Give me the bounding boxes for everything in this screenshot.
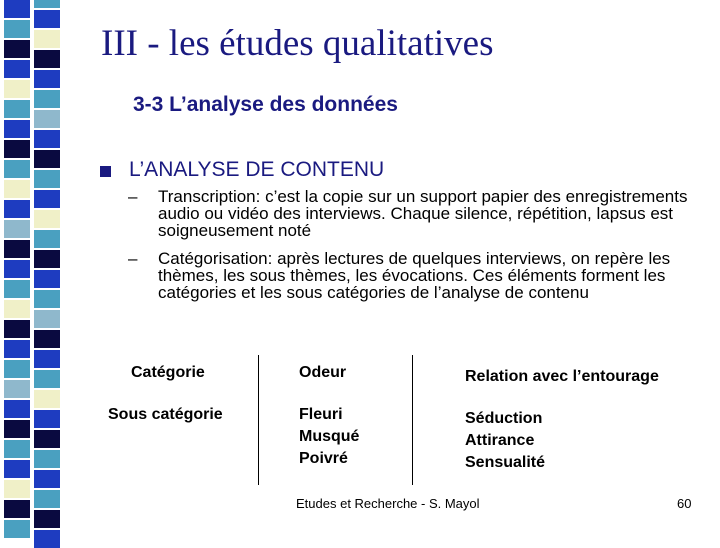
mosaic-tile: [4, 160, 30, 178]
mosaic-tile: [34, 50, 60, 68]
mosaic-tile: [4, 260, 30, 278]
dash-bullet: –: [128, 187, 138, 206]
mosaic-tile: [4, 40, 30, 58]
table-cell-row2-col2-line1: Fleuri: [299, 406, 343, 423]
mosaic-tile: [34, 410, 60, 428]
mosaic-tile: [4, 420, 30, 438]
mosaic-tile: [34, 370, 60, 388]
mosaic-tile: [4, 80, 30, 98]
mosaic-tile: [34, 0, 60, 8]
table-cell-row2-col3-line3: Sensualité: [465, 454, 546, 471]
mosaic-tile: [4, 320, 30, 338]
table-column-divider: [412, 355, 413, 485]
mosaic-tile: [4, 20, 30, 38]
mosaic-tile: [4, 340, 30, 358]
mosaic-tile: [34, 330, 60, 348]
mosaic-tile: [4, 460, 30, 478]
mosaic-tile: [34, 450, 60, 468]
mosaic-tile: [4, 400, 30, 418]
mosaic-tile: [34, 250, 60, 268]
dash-bullet: –: [128, 249, 138, 268]
mosaic-tile: [4, 480, 30, 498]
mosaic-tile: [34, 470, 60, 488]
mosaic-tile: [34, 190, 60, 208]
mosaic-tile: [4, 380, 30, 398]
table-cell-row2-label: Sous catégorie: [108, 406, 223, 423]
list-item-text: Catégorisation: après lectures de quelques interviews, on repère les thèmes, les sous thèmes, les évocations. Ces éléments forment les catégories et les sous catégories de l’analyse de contenu: [158, 249, 671, 302]
decorative-mosaic-stripe: [0, 0, 64, 540]
mosaic-tile: [4, 440, 30, 458]
table-cell-row2-col3-line2: Attirance: [465, 432, 535, 449]
slide-footer: Etudes et Recherche - S. Mayol: [296, 496, 480, 511]
table-cell-row2-col3-line1: Séduction: [465, 410, 543, 427]
mosaic-tile: [4, 60, 30, 78]
mosaic-tile: [34, 10, 60, 28]
mosaic-tile: [34, 110, 60, 128]
mosaic-tile: [34, 430, 60, 448]
section-heading: L’ANALYSE DE CONTENU: [129, 158, 385, 181]
mosaic-tile: [4, 240, 30, 258]
mosaic-tile: [34, 130, 60, 148]
mosaic-tile: [34, 30, 60, 48]
table-cell-row1-label: Catégorie: [131, 364, 205, 381]
table-cell-row2-col2-line2: Musqué: [299, 428, 360, 445]
mosaic-tile: [34, 230, 60, 248]
table-column-divider: [258, 355, 259, 485]
mosaic-tile: [4, 520, 30, 538]
slide-subtitle: 3-3 L’analyse des données: [133, 93, 398, 116]
table-cell-row2-col2-line3: Poivré: [299, 450, 348, 467]
mosaic-tile: [4, 180, 30, 198]
mosaic-tile: [34, 530, 60, 548]
square-bullet-icon: [100, 166, 111, 177]
mosaic-tile: [34, 270, 60, 288]
slide-title: III - les études qualitatives: [101, 23, 494, 64]
mosaic-tile: [4, 280, 30, 298]
mosaic-tile: [4, 0, 30, 18]
mosaic-tile: [34, 490, 60, 508]
page-number: 60: [677, 496, 692, 511]
list-item-text: Transcription: c’est la copie sur un support papier des enregistrements audio ou vidéo des interviews. Chaque silence, répétition, lapsus est soigneusement noté: [158, 187, 688, 240]
mosaic-tile: [4, 360, 30, 378]
mosaic-tile: [4, 200, 30, 218]
mosaic-tile: [34, 350, 60, 368]
mosaic-tile: [4, 140, 30, 158]
mosaic-tile: [4, 120, 30, 138]
mosaic-tile: [34, 290, 60, 308]
mosaic-tile: [34, 90, 60, 108]
mosaic-tile: [34, 170, 60, 188]
table-cell-row1-col3: Relation avec l’entourage: [465, 368, 659, 385]
mosaic-tile: [34, 210, 60, 228]
mosaic-tile: [4, 500, 30, 518]
mosaic-tile: [4, 220, 30, 238]
mosaic-tile: [34, 390, 60, 408]
mosaic-tile: [34, 150, 60, 168]
table-cell-row1-col2: Odeur: [299, 364, 347, 381]
mosaic-tile: [4, 100, 30, 118]
mosaic-tile: [34, 70, 60, 88]
mosaic-tile: [34, 310, 60, 328]
mosaic-tile: [34, 510, 60, 528]
mosaic-tile: [4, 300, 30, 318]
